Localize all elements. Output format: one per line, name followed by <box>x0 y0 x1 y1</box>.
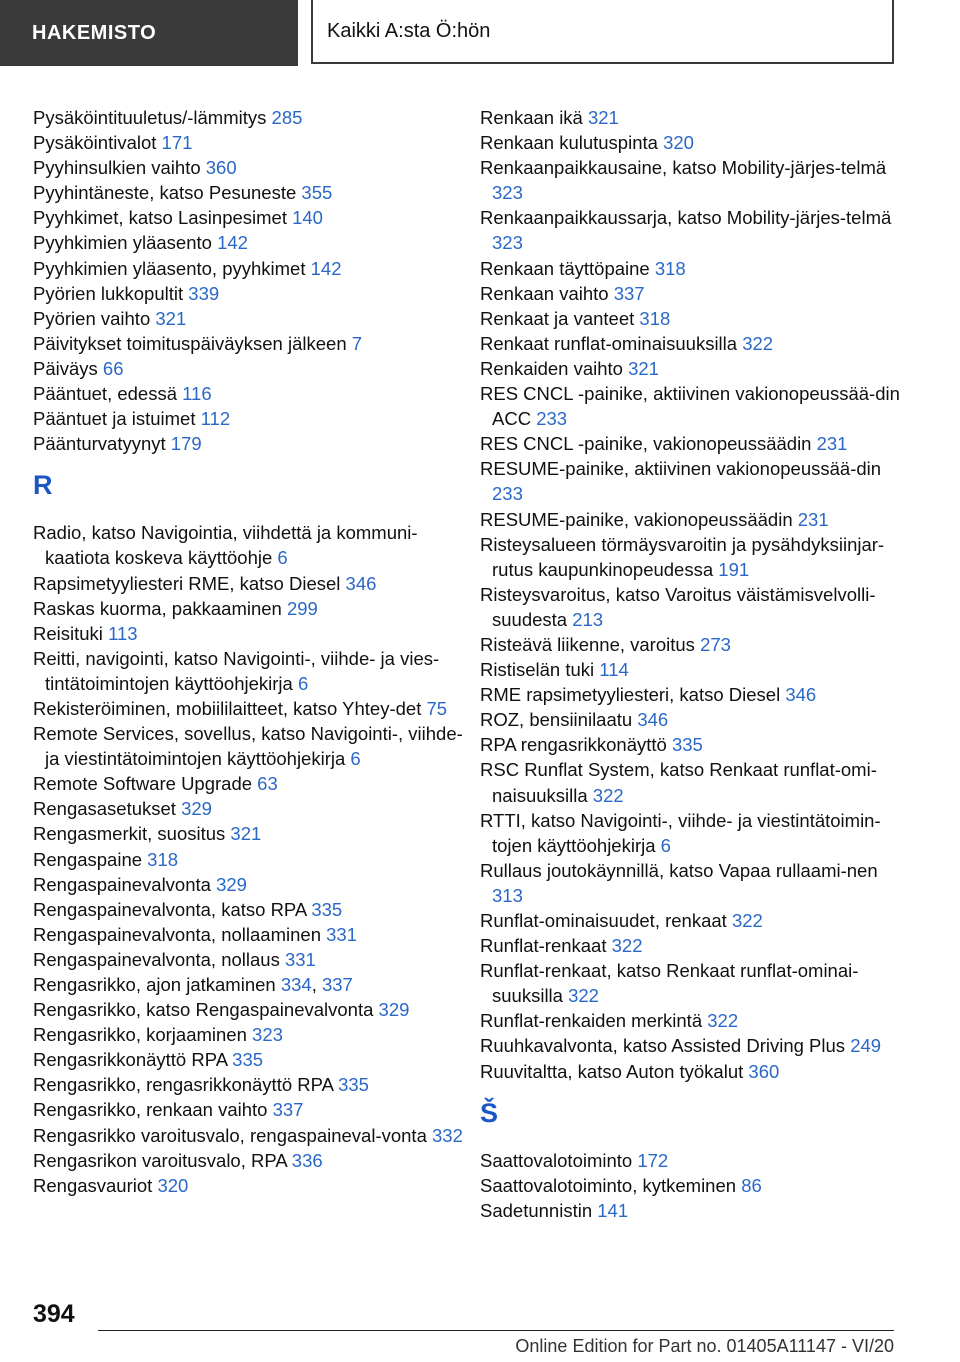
index-entry-term: RESUME-painike, aktiivinen vakionopeussää-din <box>480 458 882 480</box>
page-reference-link[interactable]: 116 <box>182 383 212 405</box>
index-entry-term: RES CNCL -painike, aktiivinen vakionopeussää-din ACC <box>480 383 900 430</box>
index-entry <box>33 872 473 897</box>
index-entry <box>33 356 473 381</box>
index-entry <box>480 155 910 205</box>
page-reference-link[interactable]: 313 <box>492 884 523 906</box>
page-reference-link[interactable]: 321 <box>155 307 187 329</box>
index-entry <box>480 933 910 958</box>
index-letter-heading: Š <box>480 1097 499 1128</box>
index-entry-term: Renkaan täyttöpaine <box>480 257 650 279</box>
page-reference-link[interactable]: 335 <box>232 1049 264 1071</box>
section-title-text: Kaikki A:sta Ö:hön <box>327 19 491 42</box>
index-entry-term: Pääntuet, edessä <box>33 383 177 405</box>
index-entry <box>480 1148 910 1173</box>
index-entry-term: Sadetunnistin <box>480 1199 593 1221</box>
index-entry <box>33 596 473 621</box>
index-entry-term: Renkaat ja vanteet <box>480 307 635 329</box>
page-reference-link[interactable]: 337 <box>613 282 645 304</box>
index-entry <box>480 532 910 582</box>
index-entry <box>480 306 910 331</box>
index-entry <box>33 1123 473 1148</box>
page-reference-link[interactable]: 112 <box>200 408 231 430</box>
page-reference-link[interactable]: 360 <box>205 157 237 179</box>
index-entry-term: Runflat-renkaiden merkintä <box>480 1010 703 1032</box>
index-entry-term: Rengasrikko, korjaaminen <box>33 1024 247 1046</box>
index-entry <box>33 406 473 431</box>
page-reference-link[interactable]: 321 <box>587 107 619 128</box>
page-reference-link[interactable]: 322 <box>731 910 763 931</box>
index-entry <box>480 632 910 657</box>
page-reference-link[interactable]: 329 <box>181 798 212 820</box>
page-reference-link[interactable]: 6 <box>350 748 361 770</box>
index-entry-term: Pyyhintäneste, katso Pesuneste <box>33 182 297 204</box>
index-entry-term: Rullaus joutokäynnillä, katso Vapaa rullaami-nen <box>480 859 878 881</box>
page-reference-link[interactable]: 334 <box>280 974 312 995</box>
page-reference-link[interactable]: 273 <box>700 633 731 655</box>
index-entry-term: Pyyhkimien yläasento, pyyhkimet <box>33 257 306 279</box>
index-entry <box>33 1097 473 1122</box>
index-entry-term: Risteävä liikenne, varoitus <box>480 633 695 655</box>
page-reference-link[interactable]: 6 <box>297 672 309 694</box>
index-entry-term: Ristiselän tuki <box>480 659 595 681</box>
index-entry-term: Pyyhkimet, katso Lasinpesimet <box>33 207 287 229</box>
index-entry <box>33 281 473 306</box>
index-entry-term: Radio, katso Navigointia, viihdettä ja kommuni-kaatiota koskeva käyttöohje <box>33 522 418 569</box>
page-reference-link[interactable]: 335 <box>338 1074 369 1096</box>
index-entry <box>33 922 473 947</box>
index-entry <box>33 431 473 456</box>
index-entry-term: Runflat-renkaat <box>480 935 607 957</box>
index-entry-term: Saattovalotoiminto <box>480 1149 633 1171</box>
index-entry <box>33 897 473 922</box>
index-entry-term: Remote Software Upgrade <box>33 773 253 795</box>
index-entry <box>33 230 473 255</box>
index-entry <box>480 808 910 858</box>
index-entry-term: Rengaspainevalvonta, nollaaminen <box>33 923 321 945</box>
index-entry <box>33 306 473 331</box>
page-number: 394 <box>33 1300 75 1328</box>
page-reference-link[interactable]: 249 <box>850 1035 882 1057</box>
index-entry-term: Päiväys <box>33 357 98 379</box>
index-entry-term: Risteysalueen törmäysvaroitin ja pysähdyksiinjar-rutus kaupunkinopeudessa <box>480 533 885 580</box>
index-entry <box>480 1198 910 1223</box>
index-entry-term: Renkaat runflat-ominaisuuksilla <box>480 332 738 354</box>
page-reference-link[interactable]: 231 <box>797 508 829 530</box>
section-tab <box>0 0 298 66</box>
index-entry-term: Remote Services, sovellus, katso Navigointi-, viihde- ja viestintätoimintojen käyttöohjekirja <box>33 723 463 770</box>
index-entry <box>33 381 473 406</box>
index-entry <box>480 1008 910 1033</box>
index-entry-term: Pyörien lukkopultit <box>33 282 184 304</box>
page-reference-link[interactable]: 141 <box>597 1199 629 1221</box>
page-reference-link[interactable]: 7 <box>351 332 363 354</box>
index-entry <box>33 696 473 721</box>
index-entry <box>480 908 910 933</box>
page-reference-link[interactable]: 6 <box>277 547 288 569</box>
page-reference-link[interactable]: 323 <box>252 1024 283 1046</box>
page-reference-link[interactable]: 346 <box>345 572 377 594</box>
page-reference-link[interactable]: 331 <box>326 923 357 945</box>
page-reference-link[interactable]: 355 <box>301 182 333 204</box>
index-entry <box>480 1059 910 1084</box>
index-entry <box>33 1047 473 1072</box>
page-reference-link[interactable]: 320 <box>663 132 694 154</box>
index-entry-term: Päänturvatyynyt <box>33 433 166 455</box>
index-entry <box>480 682 910 707</box>
index-entry <box>480 657 910 682</box>
page-reference-link[interactable]: 114 <box>599 659 629 681</box>
index-entry-term: RES CNCL -painike, vakionopeussäädin <box>480 433 812 455</box>
index-entry <box>33 621 473 646</box>
index-entry-term: Renkaanpaikkaussarja, katso Mobility-järjes-telmä <box>480 207 892 229</box>
index-entry-term: Reisituki <box>33 622 103 644</box>
page-reference-link[interactable]: 331 <box>284 948 316 970</box>
index-entry <box>480 431 910 456</box>
index-entry <box>33 1173 473 1198</box>
page-reference-link[interactable]: 318 <box>147 848 179 870</box>
page-reference-link[interactable]: 321 <box>628 357 659 379</box>
page-reference-link[interactable]: 191 <box>718 558 750 580</box>
index-entry-term: Saattovalotoiminto, kytkeminen <box>480 1174 737 1196</box>
index-entry-term: Rengasrikko, ajon jatkaminen <box>33 974 276 995</box>
index-entry-term: Renkaan ikä <box>480 107 583 128</box>
index-entry-term: Rengasrikko, renkaan vaihto <box>33 1099 268 1121</box>
index-entry-term: Rengasrikko varoitusvalo, rengaspaineval-vonta <box>33 1124 427 1146</box>
index-entry <box>33 1022 473 1047</box>
index-entry-term: RME rapsimetyyliesteri, katso Diesel <box>480 684 781 706</box>
index-entry <box>480 331 910 356</box>
page-reference-link[interactable]: 336 <box>291 1149 323 1171</box>
index-entry-term: Rengasrikko, katso Rengaspainevalvonta <box>33 999 374 1021</box>
index-entry <box>33 646 473 696</box>
page-reference-link[interactable]: 171 <box>161 132 193 154</box>
index-entry-term: Päivitykset toimituspäiväyksen jälkeen <box>33 332 347 354</box>
index-entry <box>480 707 910 732</box>
index-entry <box>33 947 473 972</box>
page-reference-link[interactable]: 322 <box>611 935 643 957</box>
index-entry <box>33 1072 473 1097</box>
page-reference-link[interactable]: 329 <box>216 873 247 895</box>
index-entry <box>33 571 473 596</box>
page-reference-link[interactable]: 320 <box>157 1174 189 1196</box>
index-entry <box>480 507 910 532</box>
index-entry-term: Risteysvaroitus, katso Varoitus väistämisvelvolli-suudesta <box>480 583 876 630</box>
index-entry-term: RPA rengasrikkonäyttö <box>480 734 667 756</box>
index-entry <box>480 582 910 632</box>
page-reference-link[interactable]: 346 <box>785 684 817 706</box>
page-reference-link[interactable]: 323 <box>492 182 523 204</box>
index-entry-term: Rengasasetukset <box>33 798 176 820</box>
index-entry <box>480 456 910 506</box>
index-entry <box>33 205 473 230</box>
page-reference-link[interactable]: 360 <box>748 1060 780 1082</box>
index-entry-term: Rengaspainevalvonta, nollaus <box>33 948 280 970</box>
index-entry <box>480 958 910 1008</box>
index-entry <box>33 1148 473 1173</box>
page-reference-link[interactable]: 63 <box>257 773 278 795</box>
page-reference-link[interactable]: 6 <box>660 834 671 856</box>
page-reference-link[interactable]: 337 <box>272 1099 304 1121</box>
index-entry-term: Pääntuet ja istuimet <box>33 408 196 430</box>
page-reference-link[interactable]: 322 <box>568 985 599 1007</box>
index-entry: Rengasrikko, ajon jatkaminen 334, 337 <box>33 974 353 995</box>
index-entry-term: Raskas kuorma, pakkaaminen <box>33 597 282 619</box>
section-title <box>311 0 894 64</box>
index-entry <box>480 732 910 757</box>
index-entry-term: RSC Runflat System, katso Renkaat runflat-omi-naisuuksilla <box>480 759 877 806</box>
index-entry-term: Pysäköintivalot <box>33 132 157 154</box>
page-reference-link[interactable]: 86 <box>741 1174 762 1196</box>
page-reference-link[interactable]: 231 <box>816 433 848 455</box>
index-entry-term: Rengaspainevalvonta <box>33 873 211 895</box>
index-entry <box>480 381 910 431</box>
index-entry <box>480 105 910 130</box>
page-reference-link[interactable]: 337 <box>321 974 353 995</box>
page-reference-link[interactable]: 323 <box>492 232 523 254</box>
page-reference-link[interactable]: 322 <box>742 332 774 354</box>
index-entry <box>480 205 910 255</box>
footer-divider <box>98 1330 894 1331</box>
index-entry <box>480 356 910 381</box>
index-entry <box>33 721 473 771</box>
page-reference-link[interactable]: 172 <box>637 1149 669 1171</box>
page-reference-link[interactable]: 233 <box>492 483 523 505</box>
page-reference-link[interactable]: 318 <box>639 307 671 329</box>
index-entry <box>33 821 473 846</box>
page-reference-link[interactable]: 332 <box>432 1124 463 1146</box>
page-reference-link[interactable]: 321 <box>230 823 262 845</box>
page-reference-link[interactable]: 335 <box>311 898 343 920</box>
page-reference-link[interactable]: 322 <box>592 784 624 806</box>
index-entry <box>480 858 910 908</box>
index-entry-term: Rengasvauriot <box>33 1174 153 1196</box>
page-reference-link[interactable]: 339 <box>188 282 220 304</box>
index-entry-term: Renkaan vaihto <box>480 282 609 304</box>
index-entry-term: Rekisteröiminen, mobiililaitteet, katso Yhtey-det <box>33 697 422 719</box>
section-tab-label: HAKEMISTO <box>32 21 157 44</box>
page-reference-link[interactable]: 346 <box>637 709 669 731</box>
index-entry <box>33 771 473 796</box>
index-entry-term: Pyyhkimien yläasento <box>33 232 212 254</box>
index-entry <box>33 796 473 821</box>
index-entry <box>480 281 910 306</box>
index-entry-term: Pyyhinsulkien vaihto <box>33 157 201 179</box>
index-entry <box>480 1033 910 1058</box>
index-entry <box>33 155 473 180</box>
index-entry <box>480 1173 910 1198</box>
page-reference-link[interactable]: 142 <box>310 257 342 279</box>
page-reference-link[interactable]: 179 <box>170 433 202 455</box>
index-entry <box>33 256 473 281</box>
page-reference-link[interactable]: 322 <box>707 1010 739 1032</box>
page-reference-link[interactable]: 66 <box>102 357 124 379</box>
index-entry <box>33 180 473 205</box>
index-entry <box>33 520 473 570</box>
index-entry-term: Reitti, navigointi, katso Navigointi-, viihde- ja vies-tintätoimintojen käyttöohjekirja <box>33 647 440 694</box>
index-entry-term: Rengasrikko, rengasrikkonäyttö RPA <box>33 1074 333 1096</box>
index-column-left <box>33 105 473 1198</box>
index-entry-term: Runflat-renkaat, katso Renkaat runflat-ominai-suuksilla <box>480 960 859 1007</box>
index-entry-term: RTTI, katso Navigointi-, viihde- ja viestintätoimin-tojen käyttöohjekirja <box>480 809 881 856</box>
page-reference-link[interactable]: 113 <box>108 622 138 644</box>
page-reference-link[interactable]: 140 <box>292 207 323 229</box>
index-entry <box>33 997 473 1022</box>
index-entry-term: Pysäköintituuletus/-lämmitys <box>33 107 267 128</box>
page-reference-link[interactable]: 233 <box>536 408 568 430</box>
index-entry-term: Ruuvitaltta, katso Auton työkalut <box>480 1060 744 1082</box>
index-entry <box>33 105 473 130</box>
index-entry <box>33 331 473 356</box>
index-entry-term: Rengasmerkit, suositus <box>33 823 226 845</box>
index-entry-term: Rengaspainevalvonta, katso RPA <box>33 898 307 920</box>
page-reference-link[interactable]: 299 <box>286 597 318 619</box>
index-entry-term: Rengasrikon varoitusvalo, RPA <box>33 1149 287 1171</box>
index-entry-term: Ruuhkavalvonta, katso Assisted Driving Plus <box>480 1035 846 1057</box>
footer-edition: Online Edition for Part no. 01405A11147 - VI/20 <box>515 1336 894 1356</box>
index-entry-term: Pyörien vaihto <box>33 307 151 329</box>
index-entry <box>33 847 473 872</box>
page-reference-link[interactable]: 335 <box>671 734 703 756</box>
index-column-right <box>480 105 910 1223</box>
index-entry <box>480 130 910 155</box>
page-reference-link[interactable]: 318 <box>654 257 686 279</box>
index-entry-term: Renkaiden vaihto <box>480 357 623 379</box>
index-entry-term: Rengaspaine <box>33 848 143 870</box>
index-entry-term: RESUME-painike, vakionopeussäädin <box>480 508 793 530</box>
index-entry-term: Runflat-ominaisuudet, renkaat <box>480 910 727 931</box>
index-entry-term: Renkaanpaikkausaine, katso Mobility-järjes-telmä <box>480 157 887 179</box>
page-reference-link[interactable]: 213 <box>572 608 604 630</box>
index-entry-term: Renkaan kulutuspinta <box>480 132 658 154</box>
index-entry <box>33 130 473 155</box>
index-entry-term: Rengasrikkonäyttö RPA <box>33 1049 228 1071</box>
index-entry-term: Rapsimetyyliesteri RME, katso Diesel <box>33 572 341 594</box>
page-reference-link[interactable]: 142 <box>217 232 248 254</box>
index-entry-term: ROZ, bensiinilaatu <box>480 709 633 731</box>
index-entry <box>480 256 910 281</box>
index-entry <box>480 757 910 807</box>
page-reference-link[interactable]: 75 <box>426 697 448 719</box>
page-reference-link[interactable]: 329 <box>378 999 410 1021</box>
index-letter-heading: R <box>33 470 53 501</box>
page-reference-link[interactable]: 285 <box>271 107 303 128</box>
